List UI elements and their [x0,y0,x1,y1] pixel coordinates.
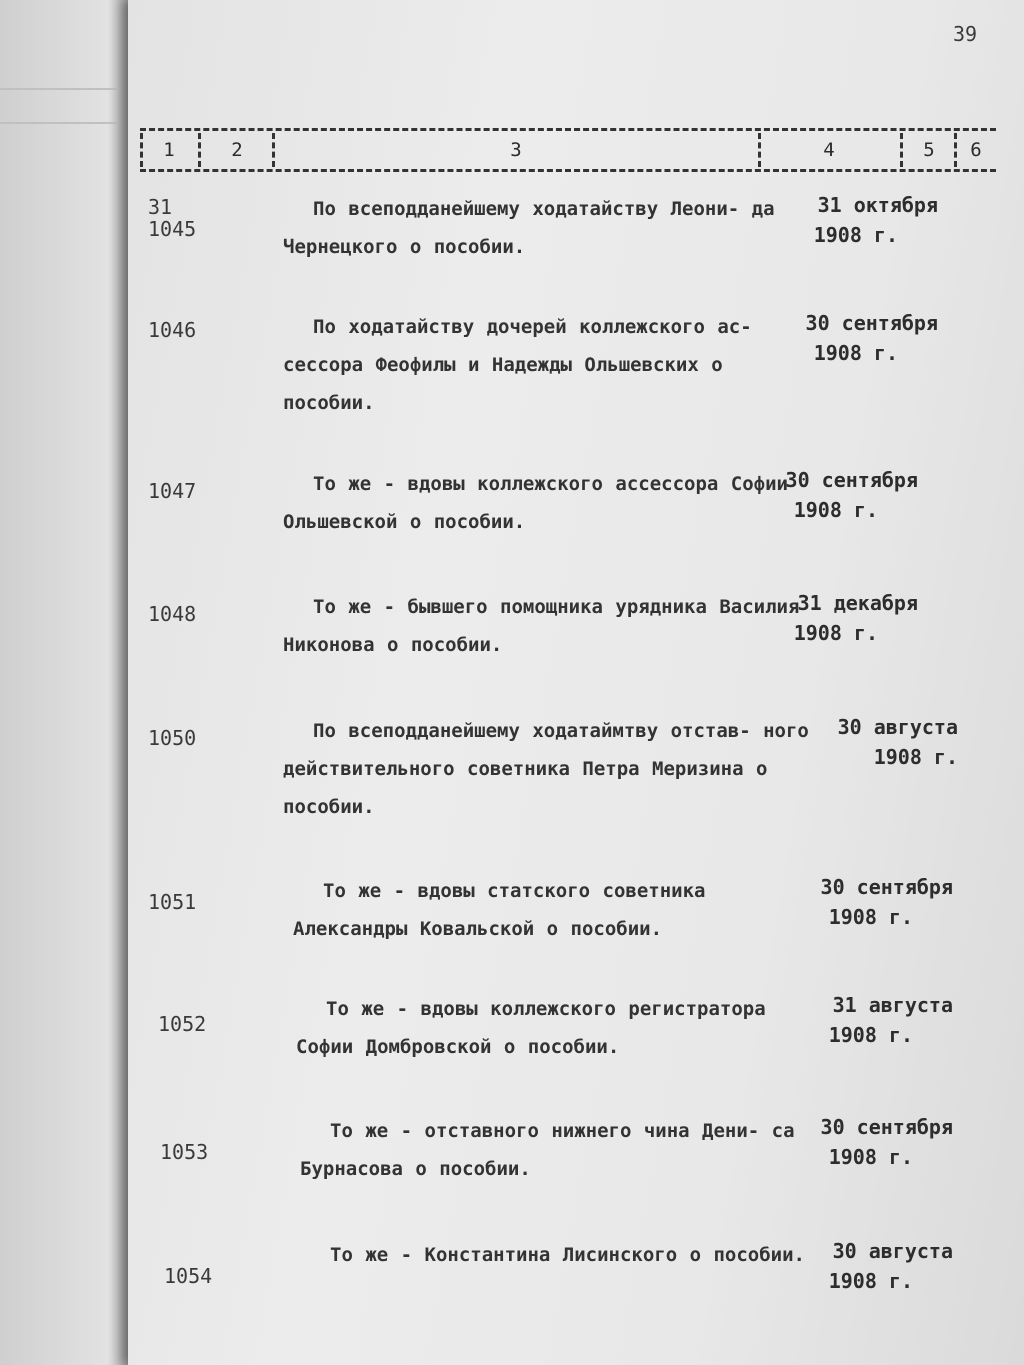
entry-description: То же - отставного нижнего чина Дени- са Бурнасова о пособии. [300,1120,795,1180]
entry-date-day: 31 декабря [797,591,918,615]
entry-date-day: 30 сентября [785,468,918,492]
entry-date-year: 1908 г. [828,1023,913,1047]
entry-date [738,190,938,250]
table-header [140,128,996,172]
entry-date-day: 30 сентября [820,1115,953,1139]
column-divider [900,133,903,167]
entry-date [718,465,918,525]
entry-date-year: 1908 г. [873,745,958,769]
column-divider [198,133,201,167]
entry-number: 1046 [148,318,197,342]
entry-description: То же - вдовы статского советника Александры Ковальской о пособии. [293,880,706,940]
entry-date [758,712,958,772]
column-divider [954,133,957,167]
entry-date-year: 1908 г. [828,1145,913,1169]
ghost-rule [0,122,120,124]
column-divider [140,133,143,167]
document-page [128,0,1024,1365]
entry-number: 31 1045 [148,195,197,241]
entry-date-year: 1908 г. [813,341,898,365]
entry-number: 1050 [148,726,197,750]
entry-number: 1047 [148,479,197,503]
entry-date-year: 1908 г. [793,498,878,522]
entry-number: 1048 [148,602,197,626]
page-number: 39 [953,22,978,46]
previous-page-edge [0,0,135,1365]
entry-description: По ходатайству дочерей коллежского ас- сессора Феофилы и Надежды Ольшевских о пособии. [283,316,752,414]
entry-date-day: 31 октября [817,193,938,217]
column-header-3: 3 [510,139,522,161]
column-header-5: 5 [923,139,935,161]
entry-date-year: 1908 г. [828,905,913,929]
entry-number: 1051 [148,890,197,914]
entry-description: По всеподданейшему ходатайству Леони- да Чернецкого о пособии. [283,198,775,258]
entry-date [753,1112,953,1172]
entry-description: То же - вдовы коллежского регистратора Софии Домбровской о пособии. [296,998,766,1058]
entry-description: То же - вдовы коллежского ассессора Софии Ольшевской о пособии. [283,473,788,533]
entry-date-day: 30 августа [832,1239,953,1263]
ghost-rule [0,88,120,90]
entry-description: По всеподданейшему ходатаймтву отстав- ного действительного советника Петра Меризина о пособии. [283,720,809,818]
entry-date-day: 31 августа [832,993,953,1017]
entry-date [753,1236,953,1296]
entry-description: То же - Константина Лисинского о пособии. [330,1244,805,1266]
entry-date-day: 30 августа [837,715,958,739]
entry-number: 1052 [158,1012,207,1036]
column-header-1: 1 [163,139,175,161]
entry-date [753,990,953,1050]
entry-date-day: 30 сентября [820,875,953,899]
column-divider [272,133,275,167]
entry-date [753,872,953,932]
column-header-6: 6 [970,139,982,161]
column-header-2: 2 [231,139,243,161]
entry-date-day: 30 сентября [805,311,938,335]
column-header-4: 4 [823,139,835,161]
entry-date-year: 1908 г. [793,621,878,645]
column-divider [758,133,761,167]
entry-number: 1054 [164,1264,213,1288]
entry-number: 1053 [160,1140,209,1164]
entry-date-year: 1908 г. [828,1269,913,1293]
entry-description: То же - бывшего помощника урядника Василия Никонова о пособии. [283,596,800,656]
entry-date-year: 1908 г. [813,223,898,247]
entry-date [718,588,918,648]
entry-date [738,308,938,368]
